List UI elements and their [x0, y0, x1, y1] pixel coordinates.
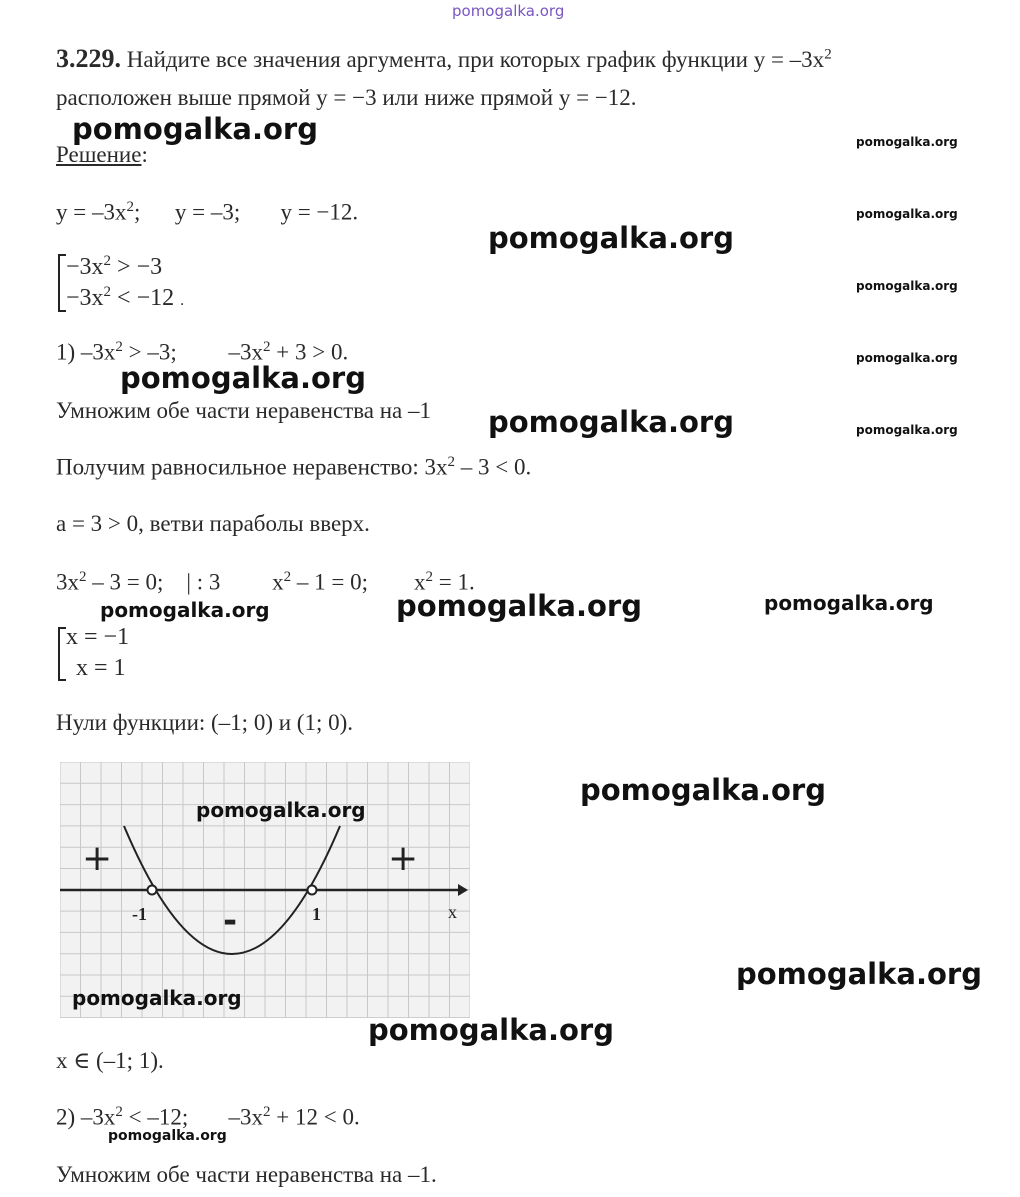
watermark-9: pomogalka.org	[580, 773, 826, 807]
root-line-2: x = 1	[76, 655, 126, 681]
definitions-line	[56, 199, 358, 226]
step1-b: > –3; –3x	[122, 339, 264, 365]
watermark-11: pomogalka.org	[72, 986, 242, 1010]
system-line-1	[66, 253, 162, 281]
eq-sup2: 2	[283, 569, 292, 585]
step2-sup2: 2	[263, 1104, 271, 1120]
eq-c: – 1 = 0; x	[291, 569, 426, 595]
watermark-5: pomogalka.org	[100, 598, 270, 622]
watermark-top: pomogalka.org	[452, 2, 565, 20]
equivalent-line	[56, 454, 531, 481]
sys1-a: −3x	[66, 254, 104, 280]
sys-dot: .	[180, 292, 185, 309]
label-neg1: -1	[132, 904, 147, 924]
plus-left: +	[82, 838, 113, 879]
minus-sign: -	[223, 901, 238, 941]
watermark-8: pomogalka.org	[196, 798, 366, 822]
label-1: 1	[312, 904, 321, 924]
multiply-line-2: Умножим обе части неравенства на –1.	[56, 1162, 437, 1187]
system-line-2	[66, 284, 184, 312]
sys2-b: < −12	[111, 285, 175, 311]
root-line-1: x = −1	[66, 624, 130, 650]
watermark-12: pomogalka.org	[368, 1013, 614, 1047]
defs-sup: 2	[126, 199, 134, 215]
watermark-3: pomogalka.org	[120, 361, 366, 395]
step1-c: + 3 > 0.	[270, 339, 349, 365]
step2-b: < –12; –3x	[122, 1104, 264, 1130]
multiply-line-1: Умножим обе части неравенства на –1	[56, 398, 432, 423]
solution-label: Решение	[56, 142, 142, 167]
watermark-small-5: pomogalka.org	[856, 423, 958, 437]
watermark-6: pomogalka.org	[396, 589, 642, 623]
step2-line	[56, 1104, 360, 1131]
watermark-4: pomogalka.org	[488, 405, 734, 439]
sys1-b: > −3	[111, 254, 163, 280]
watermark-small-4: pomogalka.org	[856, 351, 958, 365]
watermark-2: pomogalka.org	[488, 221, 734, 255]
solution-colon: :	[141, 142, 148, 167]
problem-statement-line1	[56, 44, 832, 74]
problem-number: 3.229.	[56, 44, 121, 73]
step1-sup: 2	[115, 339, 123, 355]
watermark-13: pomogalka.org	[108, 1128, 227, 1144]
defs-a: y = –3x	[56, 199, 127, 225]
step2-c: + 12 < 0.	[270, 1104, 360, 1130]
defs-b: ; y = –3; y = −12.	[133, 199, 359, 225]
eq-sup3: 2	[425, 569, 433, 585]
step1-sup2: 2	[263, 339, 271, 355]
watermark-small-3: pomogalka.org	[856, 279, 958, 293]
watermark-small-2: pomogalka.org	[856, 207, 958, 221]
sys1-sup: 2	[103, 253, 112, 269]
problem-text-1: Найдите все значения аргумента, при которых график функции y = –3x	[126, 47, 825, 72]
watermark-7: pomogalka.org	[764, 591, 934, 615]
eq-d: = 1.	[432, 569, 475, 595]
zero-point-1	[308, 886, 317, 895]
sys2-a: −3x	[66, 285, 104, 311]
plus-right: +	[388, 838, 419, 879]
answer-line-1: x ∈ (–1; 1).	[56, 1048, 164, 1073]
equiv-a: Получим равносильное неравенство: 3x	[56, 454, 448, 480]
sys2-sup: 2	[103, 284, 112, 300]
step1-a: 1) –3x	[56, 339, 116, 365]
watermark-small-1: pomogalka.org	[856, 135, 958, 149]
equiv-b: – 3 < 0.	[455, 454, 532, 480]
equiv-sup: 2	[447, 454, 456, 470]
label-x: x	[448, 902, 457, 922]
watermark-1: pomogalka.org	[72, 112, 318, 146]
step2-sup: 2	[115, 1104, 123, 1120]
problem-text-sup: 2	[824, 46, 832, 63]
problem-statement-line2: расположен выше прямой y = −3 или ниже прямой y = −12.	[56, 85, 637, 110]
eq-sup: 2	[79, 569, 87, 585]
branches-line: a = 3 > 0, ветви параболы вверх.	[56, 511, 370, 536]
eq-a: 3x	[56, 569, 79, 595]
zeros-line: Нули функции: (–1; 0) и (1; 0).	[56, 710, 353, 735]
step2-a: 2) –3x	[56, 1104, 116, 1130]
eq-b: – 3 = 0; | : 3 x	[86, 569, 284, 595]
solution-heading	[56, 142, 148, 168]
zero-point-neg1	[148, 886, 157, 895]
watermark-10: pomogalka.org	[736, 957, 982, 991]
